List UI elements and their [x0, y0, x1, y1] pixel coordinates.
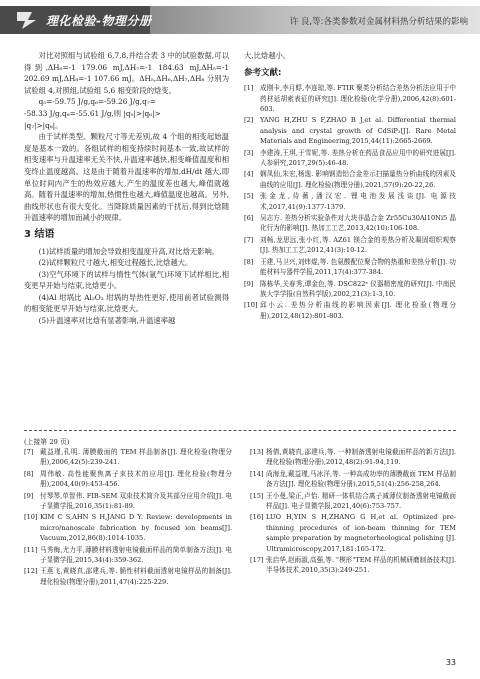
reference-text: 王建,马卫兴,刘炜焜,等. 色氨酸配位聚合物的热重和差热分析[J]. 功能材料与器件学报,2011,17(4):377-384. [260, 257, 456, 277]
right-column [244, 50, 456, 322]
left-column [24, 50, 229, 327]
reference-item [24, 491, 232, 512]
page-number: 33 [445, 658, 456, 667]
reference-item [24, 469, 232, 490]
reference-item [244, 235, 456, 256]
reference-number: [17] [250, 556, 264, 565]
reference-number: [6] [244, 214, 254, 223]
reference-text: 娴凤仙,朱宏,杨逸. 影响钢造铝合金差示扫描量热分析曲线的因素及曲线的应用[J]. 理化检验(物理分册),2021,57(9):20-22,26. [260, 170, 456, 189]
reference-text: 刘畅,龙思远,张小红,等. AZ61 镁合金的差热分析及凝固组织观察[J]. 热加工工艺,2012,41(3):10-12. [260, 235, 456, 255]
reference-number: [16] [250, 513, 264, 522]
reference-number: [14] [250, 469, 264, 478]
reference-number: [1] [244, 84, 254, 93]
reference-item [244, 191, 456, 212]
reference-number: [13] [250, 448, 264, 456]
reference-text: 李建涛,王琪,于雪妮,等. 差热分析在药品食品应用中的研究进展[J]. 人参研究,2017,29(5):46-48. [260, 148, 456, 168]
journal-name: 理化检验-物理分册 [46, 14, 152, 28]
body-paragraph: 大,比焓越小。 [244, 51, 291, 60]
reference-text: 杨倩,黄晓真,邵建兵,等. 一种制备透射电镜截面样品的新方法[J]. 理化检验(物理分册),2012,48(2):91-94,119. [266, 448, 456, 467]
reference-text: 马秀梅,尤力平,薄膜材料透射电镜截面样品的简单制备方法[J]. 电子显微学报,2015,34(4):359-362. [40, 545, 232, 565]
reference-number: [9] [24, 491, 34, 500]
reference-text: 王小曼,梁正,卢怡. 精研一体机结合离子减薄仪制备透射电镜截面样品[J]. 电子显微学报,2021,40(6):753-757. [266, 491, 456, 511]
reference-number: [11] [24, 545, 38, 554]
page-header [0, 0, 480, 40]
reference-item [24, 566, 232, 587]
reference-number: [7] [244, 235, 254, 244]
reference-number: [10] [24, 513, 38, 522]
reference-text: 戴益瑾,孔明. 薄膜截面的 TEM 样品制备[J]. 理化检验(物理分册),2006,42(5):239-241. [40, 448, 232, 467]
conclusion-item: (5)升温速率对比焓有显著影响,升温速率越 [38, 316, 176, 326]
references-heading: 参考文献: [244, 67, 282, 78]
reference-number: [8] [244, 257, 254, 266]
journal-logo-icon [14, 9, 40, 31]
reference-list [244, 83, 456, 321]
reference-text: 周伟敏. 高性能聚焦离子束技术的应用[J]. 理化检验(物理分册),2004,40(9):453-456. [40, 469, 232, 489]
reference-item [244, 169, 456, 190]
running-title: 许 良,等:各类参数对金属材料热分析结果的影响 [289, 17, 468, 27]
reference-text: KIM C S,AHN S H,JANG D Y. Review: developments in micro/nanoscale fabrication by focused ion beams[J]. Vacuum,2012,86(8):1014-1035. [40, 513, 232, 543]
reference-number: [9] [244, 279, 254, 288]
continued-note: (上接第 29 页) [24, 438, 70, 446]
reference-item [244, 257, 456, 278]
reference-text: 陈栋华,关春秀,谭金色,等. DSC822ᵉ 仪器精密度的研究[J]. 中南民族大学学报(自然科学版),2002,21(3):1-3,10. [260, 279, 456, 298]
reference-text: 张启华,赵雨淑,高强,等. "楔形"TEM 样品的机械研磨制备技术[J]. 半导体技术,2010,35(3):249-251. [266, 556, 456, 575]
formula-line: -58.33 J/g,q₈=-55.61 J/g,则 |q₅|>|q₆|> [24, 108, 161, 118]
reference-text: 付琴琴,单智伟. FIB-SEM 双束技术简介及其部分应用介绍[J]. 电子显微学报,2016,35(1):81-89. [40, 491, 232, 511]
reference-item [250, 512, 456, 554]
reference-item [250, 469, 456, 490]
conclusion-item: (2)试样颗粒尺寸越大,相变过程越长,比焓越大。 [38, 258, 193, 268]
reference-number: [5] [244, 192, 254, 201]
reference-number: [4] [244, 170, 254, 179]
reference-text: YANG H,ZHU S F,ZHAO B J,et al. Differential thermal analysis and crystal growth of CdSiP₂[J]. Rare Metal Materials and Engineering,2015,44(11):2665-2669. [260, 116, 456, 146]
reference-number: [15] [250, 491, 264, 500]
body-paragraph: 由于试样类型、颗粒尺寸等无差别,故 4 个组的相变起始温度是基本一致的。各组试样的相变持续时间基本一致,故试样的相变速率与升温速率无关不快,升温速率越快,相变峰值温度和相变终止温度越高。这是由于随着升温速率的增加,dH/dt 越大,即单位时间内产生的热效应越大,产生的温度差也越大,峰值就越高。随着升温速率的增加,热惯性也越大,峰值温度也越高。另外,曲线形状也有很大变化。当降除质量因素的干扰后,得到比焓随升温速率的增加而减小的规律。 [24, 132, 229, 223]
reference-item [244, 279, 456, 300]
reference-item [244, 213, 456, 234]
reference-text: LUO H,YIN S H,ZHANG G H,et al. Optimized pre-thinning procedures of ion-beam thinning for TEM sample preparation by magnetorheological polishing [J]. Ultramicroscopy,2017,181:165-172. [266, 513, 456, 553]
reference-item [250, 555, 456, 576]
reference-text: 成刚卡,李月蜉,李连琼,等. FTIR 聚类分析结合差热分析法应用于中药材延胡索表征的研究[J]. 理化检验(化学分册),2006,42(8):601-603. [260, 84, 456, 113]
reference-number: [7] [24, 448, 34, 456]
conclusion-item: (1)试样质量的增加会导致相变温度升高,对比焓无影响。 [38, 246, 220, 256]
reference-item [250, 447, 456, 468]
reference-item [244, 115, 456, 146]
reference-number: [12] [24, 567, 38, 576]
reference-text: 吴志方. 差热分析实验条件对大块非晶合金 Zr55Cu30Al10Ni5 晶化行为的影响[J]. 热加工工艺,2013,42(10):106-108. [260, 214, 456, 233]
reference-text: 邱小云. 差热分析曲线的影响因素[J]. 理化检验(物理分册),2012,48(12):801-803. [260, 301, 456, 320]
reference-number: [3] [244, 148, 254, 157]
conclusion-item: (3)空气环境下的试样与惰性气体(氩气)环境下试样相比,相变更早开始与结束,比焓更小。 [24, 269, 229, 291]
reference-item [244, 300, 456, 321]
reference-text: 王燕飞,黄晓真,邵建兵,等. 脆性材料截面透射电镜样品的制备[J]. 理化检验(物理分册),2011,47(4):225-229. [40, 567, 232, 586]
divider [24, 430, 456, 431]
formula-line: q₅=-59.75 J/g,q₆=-59.26 J/g,q₇= [38, 97, 156, 107]
conclusion-item: (4)Al 坩埚比 Al₂O₃ 坩埚的导热性更好,使用前者试验测得的相变能更早开始与结束,比焓更大。 [24, 292, 229, 314]
reference-text: 尚海龙,戴益瑾,马冰洋,等. 一种高成功率的薄膜截面 TEM 样品制备方法[J]. 理化检验(物理分册),2015,51(4):256-258,264. [266, 469, 456, 489]
reference-item [244, 83, 456, 114]
bottom-reference-list-left [24, 447, 232, 588]
bottom-reference-list-right [250, 447, 456, 577]
reference-number: [10] [244, 301, 258, 310]
reference-item [250, 491, 456, 512]
body-paragraph: 对比对照组与试验组 6,7,8,并结合表 3 中的试验数据,可以得到,ΔH₆=-1 179.06 mJ,ΔH₇=-1 184.63 mJ,ΔH₅=-1 202.69 mJ,ΔH₈=-1 107.66 mJ。ΔH₅,ΔH₆,ΔH₇,ΔH₈ 分别为试验组 4,对照组,试验组 5,6 相变阶段的焓变。 [24, 51, 229, 95]
reference-item [24, 545, 232, 566]
formula-line: |q₇|>|q₈|。 [24, 120, 63, 130]
reference-number: [2] [244, 116, 254, 125]
reference-item [24, 512, 232, 543]
reference-item [24, 447, 232, 468]
section-heading: 3 结语 [24, 228, 55, 240]
reference-item [244, 148, 456, 169]
reference-text: 张金龙,侍薇,潘汉宏. 锂电池发展浅谈[J]. 电源技术,2017,41(9):1377-1379. [260, 192, 456, 211]
reference-number: [8] [24, 469, 34, 478]
